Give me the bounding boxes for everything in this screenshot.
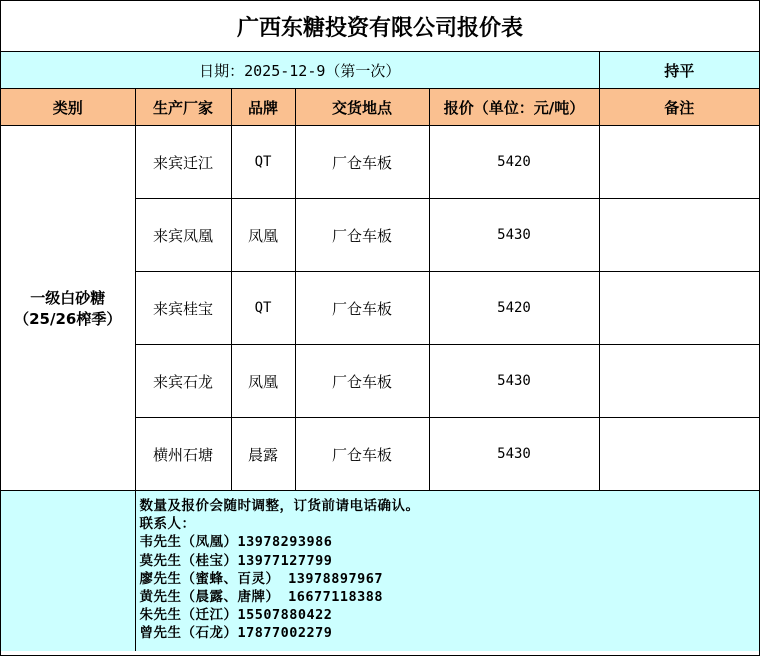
category-cell: [1, 126, 135, 491]
header-note: 备注: [599, 89, 759, 126]
table-row: [1, 126, 759, 199]
category-season: （25/26榨季）: [14, 310, 122, 328]
location-cell: 厂仓车板: [295, 272, 429, 345]
date-label: 日期：2025-12-9（第一次）: [1, 52, 599, 89]
contact-line: 朱先生（迁江）15507880422: [139, 607, 333, 624]
notes-cell: [135, 491, 759, 652]
brand-cell: 凤凰: [231, 199, 295, 272]
note-cell: [599, 199, 759, 272]
contact-line: 韦先生（凤凰）13978293986: [139, 534, 333, 551]
price-cell: 5430: [429, 418, 599, 491]
category-name: 一级白砂糖: [30, 289, 106, 307]
contact-line: 黄先生（晨露、唐牌） 16677118388: [139, 589, 384, 606]
factory-cell: 来宾桂宝: [135, 272, 231, 345]
title-row: [1, 1, 759, 52]
date-row: [1, 52, 759, 89]
header-category: 类别: [1, 89, 135, 126]
factory-cell: 来宾迁江: [135, 126, 231, 199]
price-table: [1, 1, 759, 651]
location-cell: 厂仓车板: [295, 345, 429, 418]
brand-cell: 凤凰: [231, 345, 295, 418]
trend-label: 持平: [599, 52, 759, 89]
contact-line: 曾先生（石龙）17877002279: [139, 625, 333, 642]
header-row: [1, 89, 759, 126]
brand-cell: QT: [231, 126, 295, 199]
contact-line: 廖先生（蜜蜂、百灵） 13978897967: [139, 570, 384, 587]
price-cell: 5420: [429, 272, 599, 345]
factory-cell: 来宾石龙: [135, 345, 231, 418]
price-cell: 5430: [429, 345, 599, 418]
factory-cell: 来宾凤凰: [135, 199, 231, 272]
price-cell: 5430: [429, 199, 599, 272]
note-cell: [599, 126, 759, 199]
factory-cell: 横州石塘: [135, 418, 231, 491]
note-cell: [599, 418, 759, 491]
header-brand: 品牌: [231, 89, 295, 126]
location-cell: 厂仓车板: [295, 199, 429, 272]
location-cell: 厂仓车板: [295, 418, 429, 491]
header-factory: 生产厂家: [135, 89, 231, 126]
disclaimer-text: 数量及报价会随时调整，订货前请电话确认。: [139, 498, 420, 514]
notes-row: [1, 491, 759, 652]
price-cell: 5420: [429, 126, 599, 199]
location-cell: 厂仓车板: [295, 126, 429, 199]
header-location: 交货地点: [295, 89, 429, 126]
contacts-label: 联系人：: [139, 516, 196, 533]
contact-line: 莫先生（桂宝）13977127799: [139, 552, 333, 569]
note-cell: [599, 272, 759, 345]
brand-cell: QT: [231, 272, 295, 345]
notes-spacer: [1, 491, 135, 652]
brand-cell: 晨露: [231, 418, 295, 491]
note-cell: [599, 345, 759, 418]
page-title: 广西东糖投资有限公司报价表: [1, 1, 759, 52]
header-price: 报价（单位：元/吨）: [429, 89, 599, 126]
